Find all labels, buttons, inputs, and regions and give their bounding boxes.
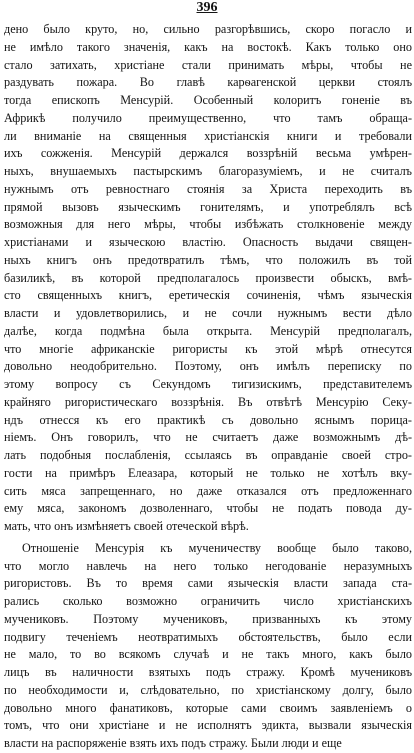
text-line: томъ, что они христіане и не исполнятъ эдикта, вызвали языческія: [4, 718, 412, 733]
text-line: базиликѣ, въ которой предполагалось произвести обыскъ, вмѣ-: [4, 270, 412, 285]
text-line: Отношеніе Менсурія къ мученичеству вообще было таково,: [22, 540, 412, 555]
text-line: ригористовъ. Въ то время сами языческія власти запада ста-: [4, 576, 412, 591]
body-text: [4, 21, 412, 753]
page-number: 396: [196, 0, 218, 15]
text-line: тогда епископъ Менсурій. Особенный колоритъ гоненіе въ: [4, 93, 412, 107]
paragraph-2: [4, 540, 412, 753]
text-line: сто священныхъ книгъ, еретическія сочиненія, чѣмъ языческія: [4, 288, 412, 303]
text-line: далѣе, когда подмѣна была открыта. Менсурій предполагалъ,: [4, 323, 412, 338]
text-line: ли вниманіе на священныя христіанскія книги и требовали: [4, 128, 412, 143]
text-line: возможныя для него мѣры, чтобы избѣжать столкновеніе между: [4, 217, 412, 232]
text-line: христіанами и языческою властію. Опасность выдачи священ-: [4, 235, 412, 249]
text-line: власти на распоряженіе взять ихъ подъ стражу. Были люди и еще: [4, 736, 342, 750]
text-line: по необходимости и, слѣдовательно, по христіанскому долгу, было: [4, 682, 412, 697]
text-line: мать, что онъ измѣняетъ своей отеческой вѣрѣ.: [4, 519, 249, 533]
text-line: что могло навлечь на него только негодованіе неразумныхъ: [4, 558, 412, 573]
text-line: раздувать пожара. Во главѣ карѳагенской церкви стоялъ: [4, 75, 412, 90]
text-line: дено было круто, но, сильно разгорѣвшись, скоро погасло и: [4, 22, 412, 36]
text-line: власти и удовлетворились, и не сочли нужнымъ вести дѣло: [4, 306, 412, 320]
text-line: не мало, то во всякомъ случаѣ и не такъ много, какъ было: [4, 647, 412, 662]
text-line: крайняго ригористическаго воззрѣнія. Въ отвѣтѣ Менсурію Секу-: [4, 394, 412, 409]
text-line: лицъ въ наличности взятыхъ подъ стражу. Кромѣ мучениковъ: [4, 665, 412, 679]
text-line: нужнымъ отъ ревностнаго стоянія за Христа переходить въ: [4, 181, 412, 196]
text-line: Африкѣ получило преимущественно, что тамъ обраща-: [4, 110, 412, 125]
text-line: довольно много фанатиковъ, которые сами своимъ заявленіемъ о: [4, 700, 412, 715]
text-line: этому вопросу съ Секундомъ тигизискимъ, представителемъ: [4, 377, 412, 391]
paragraph-1: [4, 21, 412, 536]
text-line: ему мяса, закономъ дозволеннаго, чтобы не подать повода ду-: [4, 501, 412, 516]
text-line: ныхъ, внушаемыхъ пастырскимъ благоразуміемъ, и не считалъ: [4, 164, 412, 178]
text-line: ныхъ книгъ онъ предотвратилъ тѣмъ, что положилъ въ той: [4, 252, 412, 267]
text-line: гости на примѣръ Елеазара, который не только не хотѣлъ вку-: [4, 465, 412, 480]
text-line: стало затихать, христіане стали принимать мѣры, чтобы не: [4, 57, 412, 72]
text-line: ніемъ. Онъ говорилъ, что не считаетъ даже возможнымъ дѣ-: [4, 430, 412, 445]
text-line: не имѣло такого значенія, какъ на востокѣ. Какъ только оно: [4, 39, 412, 54]
text-line: рались сколько возможно ограничить число христіанскихъ: [4, 594, 412, 608]
text-line: прямой вызовъ языческимъ гонителямъ, и употреблялъ всѣ: [4, 199, 412, 214]
text-line: что многіе африканскіе ригористы къ этой мѣрѣ отнесутся: [4, 341, 412, 356]
text-line: ихъ сожженія. Менсурій держался воззрѣній весьма умѣрен-: [4, 146, 412, 161]
text-line: сить мяса запрещеннаго, но даже отказался отъ предложеннаго: [4, 483, 412, 498]
text-line: мучениковъ. Поэтому мучениковъ, призванныхъ къ этому: [4, 611, 412, 626]
text-line: ндъ отнесся къ его практикѣ съ довольно яснымъ порица-: [4, 412, 412, 427]
text-line: довольно неодобрительно. Поэтому, онъ имѣлъ переписку по: [4, 359, 412, 374]
text-line: лать подобныя послабленія, ссылаясь въ оправданіе своей стро-: [4, 448, 412, 462]
text-line: подвигу теченіемъ неотвратимыхъ обстоятельствъ, было если: [4, 629, 412, 644]
